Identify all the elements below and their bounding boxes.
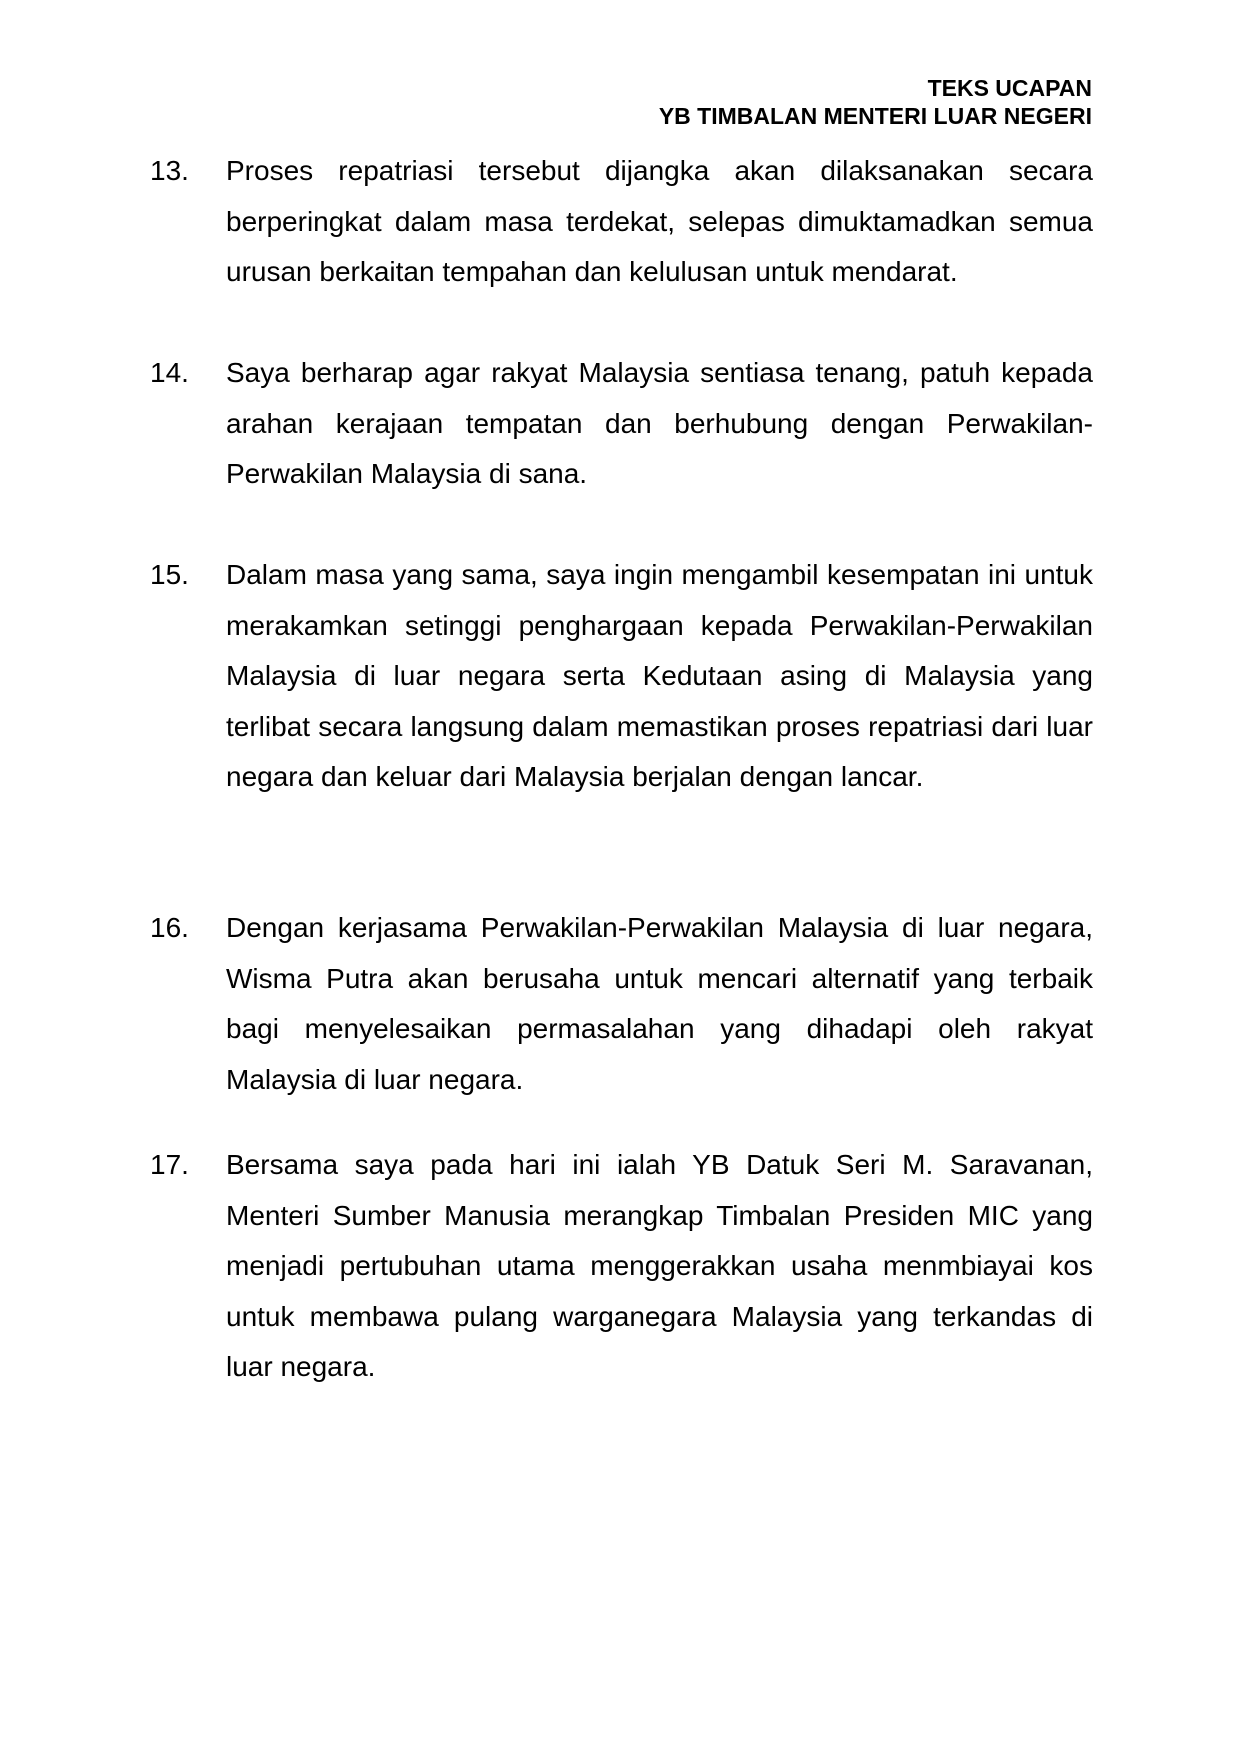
paragraph-13 <box>150 146 1093 298</box>
paragraph-number: 13. <box>150 155 189 186</box>
paragraph-number: 14. <box>150 357 189 388</box>
paragraph-text: Bersama saya pada hari ini ialah YB Datuk Seri M. Saravanan, Menteri Sumber Manusia merangkap Timbalan Presiden MIC yang menjadi pertubuhan utama menggerakkan usaha menmbiayai kos untuk membawa pulang warganegara Malaysia yang terkandas di luar negara. <box>226 1149 1093 1382</box>
paragraph-14 <box>150 348 1093 500</box>
header-title: TEKS UCAPAN <box>927 75 1092 101</box>
paragraph-text: Saya berharap agar rakyat Malaysia sentiasa tenang, patuh kepada arahan kerajaan tempatan dan berhubung dengan Perwakilan-Perwakilan Malaysia di sana. <box>226 357 1093 489</box>
paragraph-text: Dengan kerjasama Perwakilan-Perwakilan Malaysia di luar negara, Wisma Putra akan berusaha untuk mencari alternatif yang terbaik bagi menyelesaikan permasalahan yang dihadapi oleh rakyat Malaysia di luar negara. <box>226 912 1093 1095</box>
paragraph-17 <box>150 1140 1093 1393</box>
paragraph-number: 16. <box>150 912 189 943</box>
paragraph-text: Dalam masa yang sama, saya ingin mengambil kesempatan ini untuk merakamkan setinggi penghargaan kepada Perwakilan-Perwakilan Malaysia di luar negara serta Kedutaan asing di Malaysia yang terlibat secara langsung dalam memastikan proses repatriasi dari luar negara dan keluar dari Malaysia berjalan dengan lancar. <box>226 559 1093 792</box>
paragraph-16 <box>150 903 1093 1105</box>
paragraph-15 <box>150 550 1093 803</box>
paragraph-text: Proses repatriasi tersebut dijangka akan dilaksanakan secara berperingkat dalam masa terdekat, selepas dimuktamadkan semua urusan berkaitan tempahan dan kelulusan untuk mendarat. <box>226 155 1093 287</box>
header-subtitle: YB TIMBALAN MENTERI LUAR NEGERI <box>658 103 1092 129</box>
document-header <box>659 74 1092 130</box>
paragraph-number: 17. <box>150 1149 189 1180</box>
paragraph-number: 15. <box>150 559 189 590</box>
